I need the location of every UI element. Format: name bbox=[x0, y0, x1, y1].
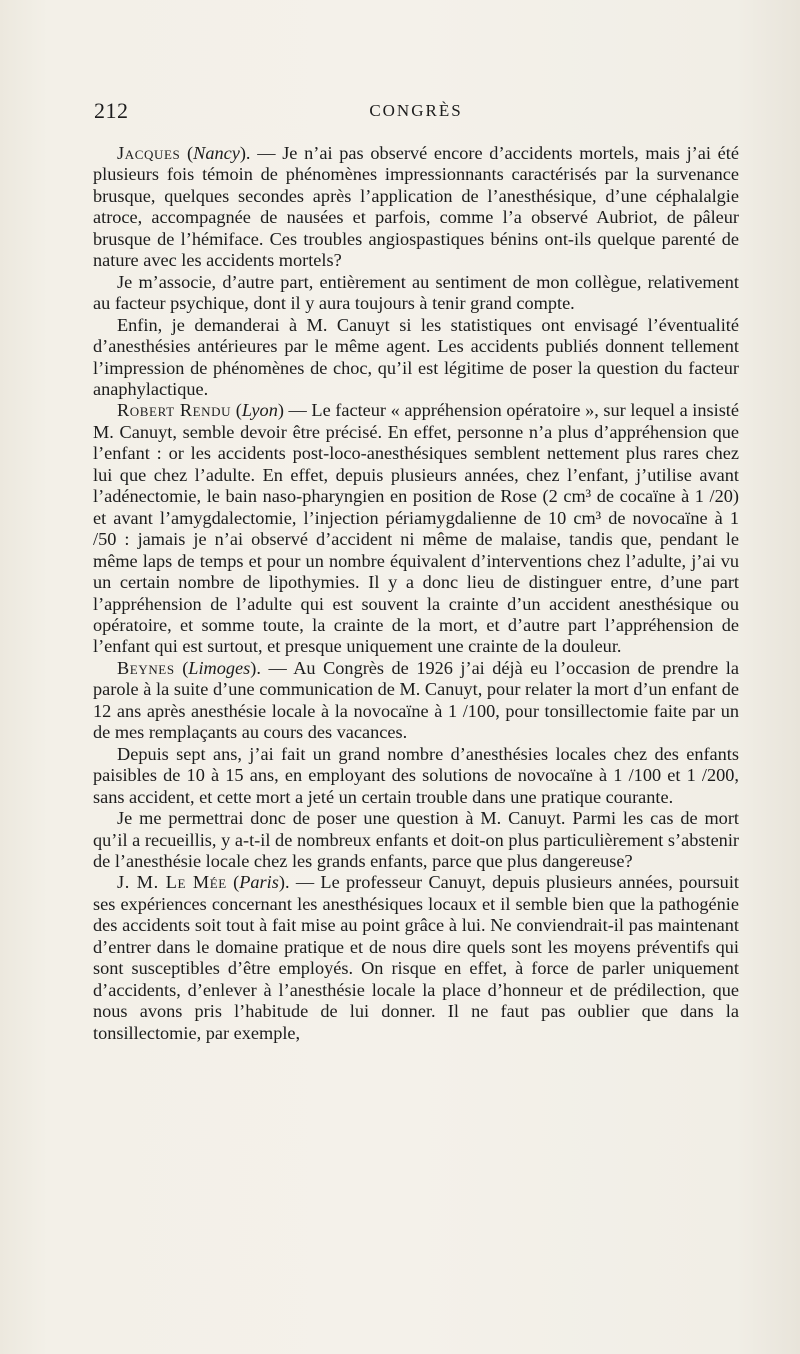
punctuation: ( bbox=[231, 400, 242, 421]
punctuation: ). — bbox=[250, 657, 294, 678]
paragraph-text: Je me permettrai donc de poser une question à M. Canuyt. Parmi les cas de mort qu’il a recueillis, y a-t-il de nombreux enfants et doit-on plus particulièrement s’abstenir de l’anesthésie locale chez les grands enfants, parce que plus dangereuse? bbox=[93, 808, 739, 871]
page-number: 212 bbox=[94, 98, 129, 123]
paragraph bbox=[93, 315, 739, 401]
paragraph-text: Je n’ai pas observé encore d’accidents mortels, mais j’ai été plusieurs fois témoin de phénomènes impressionnants caractérisés par la survenance brusque, quelques secondes après l’application de l’anesthésique, d’une céphalalgie atroce, accompagnée de nausées et parfois, comme l’a observé Aubriot, de pâleur brusque de l’hémiface. Ces troubles angiospastiques bénins ont-ils quelque parenté de nature avec les accidents mortels? bbox=[93, 143, 739, 271]
paragraph bbox=[93, 658, 739, 744]
punctuation: ( bbox=[180, 143, 194, 163]
paragraph bbox=[93, 872, 739, 1044]
speaker-city: Paris bbox=[239, 872, 279, 893]
speaker-city: Nancy bbox=[193, 143, 240, 163]
punctuation: ( bbox=[174, 657, 189, 678]
paragraph-text: Depuis sept ans, j’ai fait un grand nombre d’anesthésies locales chez des enfants paisibles de 10 à 15 ans, en employant des solutions de novocaïne à 1 /100 et 1 /200, sans accident, et cette mort a jeté un certain trouble dans une pratique courante. bbox=[93, 743, 739, 807]
punctuation: ) — bbox=[277, 400, 312, 421]
paragraph bbox=[93, 143, 739, 272]
paragraph bbox=[93, 808, 739, 872]
punctuation: ( bbox=[226, 872, 240, 893]
punctuation: ). — bbox=[239, 143, 283, 163]
speaker-name: Robert Rendu bbox=[117, 400, 232, 421]
speaker-city: Limoges bbox=[188, 657, 251, 678]
paragraph-text: Enfin, je demanderai à M. Canuyt si les statistiques ont envisagé l’éventualité d’anesthésies antérieures par le même agent. Les accidents publiés donnent tellement l’impression de phénomènes de choc, qu’il est légitime de poser la question du facteur anaphylactique. bbox=[93, 314, 739, 399]
speaker-city: Lyon bbox=[241, 400, 278, 421]
paragraph bbox=[93, 272, 739, 315]
paragraph bbox=[93, 400, 739, 657]
paragraph-text: Au Congrès de 1926 j’ai déjà eu l’occasion de prendre la parole à la suite d’une communication de M. Canuyt, pour relater la mort d’un enfant de 12 ans après anesthésie locale à la novocaïne à 1 /100, pour tonsillectomie faite par un de mes remplaçants au cours des vacances. bbox=[93, 657, 739, 743]
paragraph bbox=[93, 744, 739, 808]
speaker-name: Beynes bbox=[117, 657, 175, 678]
speaker-name: Jacques bbox=[117, 143, 181, 163]
punctuation: ). — bbox=[278, 872, 321, 893]
paragraph-text: Le professeur Canuyt, depuis plusieurs années, poursuit ses expériences concernant les anesthésiques locaux et il semble bien que la pathogénie des accidents soit tout à fait mise au point grâce à lui. Ne conviendrait-il pas maintenant d’entrer dans le domaine pratique et de nous dire quels sont les moyens préventifs qui sont susceptibles d’être employés. On risque en effet, à force de parler uniquement d’accidents, d’enlever à l’anesthésie locale la place d’honneur et de prédilection, que nous avons pris l’habitude de lui donner. Il ne faut pas oublier que dans la tonsillectomie, par exemple, bbox=[93, 872, 739, 1043]
paragraph-text: Le facteur « appréhension opératoire », sur lequel a insisté M. Canuyt, semble devoir être précisé. En effet, personne n’a plus d’appréhension que l’enfant : or les accidents post-loco-anesthésiques semblent nettement plus rares chez lui que chez l’adulte. En effet, depuis plusieurs années, chez l’enfant, j’utilise avant l’adénectomie, le bain naso-pharyngien en position de Rose (2 cm³ de cocaïne à 1 /20) et avant l’amygdalectomie, l’injection périamygdalienne de 10 cm³ de novocaïne à 1 /50 : jamais je n’ai observé d’accident ni même de malaise, tandis que, pendant le même laps de temps et pour un nombre équivalent d’interventions chez l’adulte, j’ai vu un certain nombre de lipothymies. Il y a donc lieu de distinguer entre, d’une part l’appréhension de l’adulte qui est souvent la crainte d’un accident anesthésique ou opératoire, et somme toute, la crainte de la mort, et d’autre part l’appréhension de l’enfant qui est surtout, et presque uniquement une crainte de la douleur. bbox=[93, 400, 740, 657]
page-header bbox=[94, 98, 738, 128]
paragraph-text: Je m’associe, d’autre part, entièrement au sentiment de mon collègue, relativement au facteur psychique, dont il y aura toujours à tenir grand compte. bbox=[93, 271, 739, 314]
speaker-name: J. M. Le Mée bbox=[117, 872, 227, 893]
body-text bbox=[93, 143, 739, 1044]
running-title: CONGRÈS bbox=[369, 101, 463, 120]
